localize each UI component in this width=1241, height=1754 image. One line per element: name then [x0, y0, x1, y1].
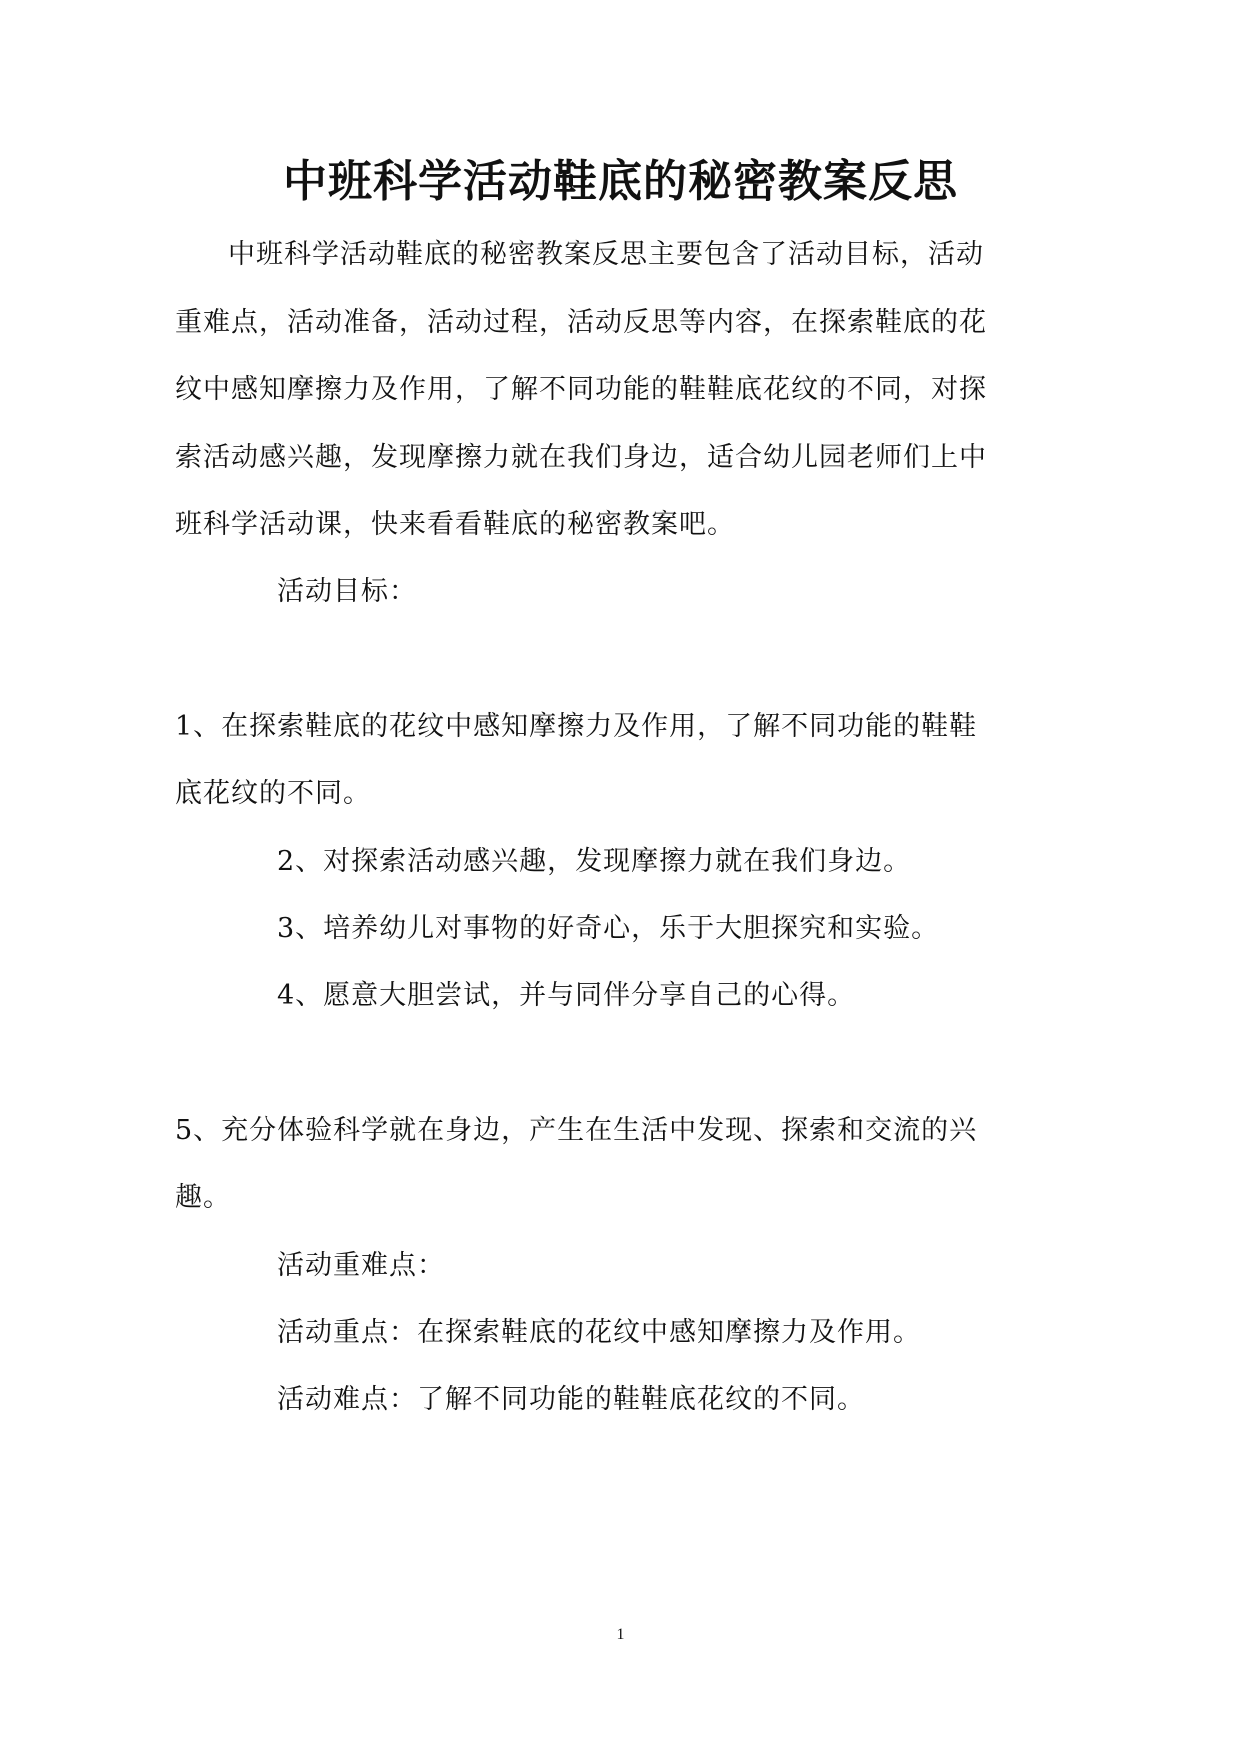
document-title: 中班科学活动鞋底的秘密教案反思 — [283, 156, 958, 207]
goal-4: 4、愿意大胆尝试，并与同伴分享自己的心得。 — [277, 980, 856, 1011]
intro-line-2: 重难点，活动准备，活动过程，活动反思等内容，在探索鞋底的花 — [175, 307, 987, 338]
goal-3: 3、培养幼儿对事物的好奇心，乐于大胆探究和实验。 — [277, 913, 940, 944]
goal-5-line-1: 5、充分体验科学就在身边，产生在生活中发现、探索和交流的兴 — [175, 1115, 978, 1146]
key-points-heading: 活动重难点： — [277, 1250, 445, 1281]
intro-line-5: 班科学活动课，快来看看鞋底的秘密教案吧。 — [175, 509, 735, 540]
goal-5-line-2: 趣。 — [175, 1182, 231, 1213]
difficult-point: 活动难点：了解不同功能的鞋鞋底花纹的不同。 — [277, 1384, 865, 1415]
goals-heading: 活动目标： — [277, 576, 417, 607]
goal-1-line-2: 底花纹的不同。 — [175, 778, 371, 809]
intro-line-3: 纹中感知摩擦力及作用，了解不同功能的鞋鞋底花纹的不同，对探 — [175, 374, 987, 405]
goal-2: 2、对探索活动感兴趣，发现摩擦力就在我们身边。 — [277, 846, 912, 877]
intro-line-1: 中班科学活动鞋底的秘密教案反思主要包含了活动目标，活动 — [228, 239, 984, 270]
page-number: 1 — [616, 1626, 625, 1643]
intro-line-4: 索活动感兴趣，发现摩擦力就在我们身边，适合幼儿园老师们上中 — [175, 442, 987, 473]
goal-1-line-1: 1、在探索鞋底的花纹中感知摩擦力及作用，了解不同功能的鞋鞋 — [175, 711, 978, 742]
key-point: 活动重点：在探索鞋底的花纹中感知摩擦力及作用。 — [277, 1317, 921, 1348]
